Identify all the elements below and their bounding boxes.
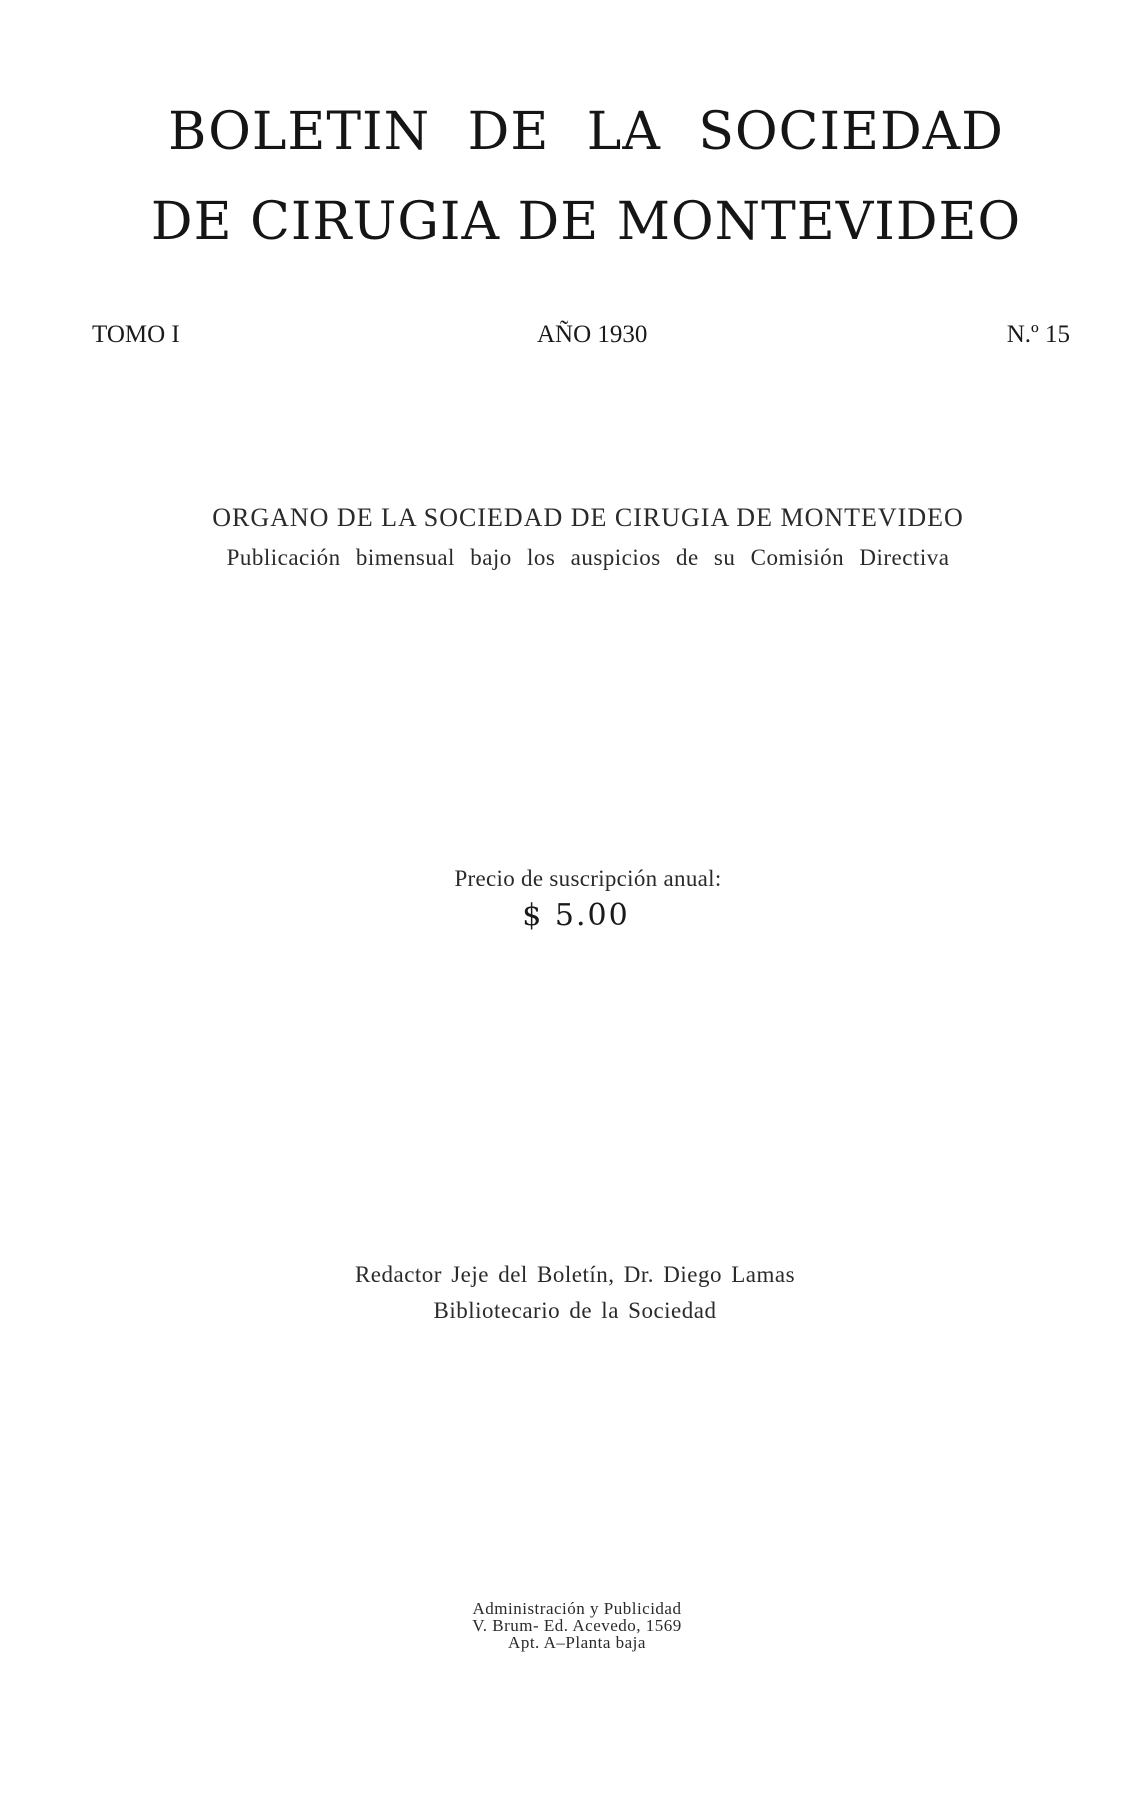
administration-address: V. Brum- Ed. Acevedo, 1569 [472,1616,682,1635]
organ-title: ORGANO DE LA SOCIEDAD DE CIRUGIA DE MONTEVIDEO [212,503,964,532]
issue-year: AÑO 1930 [537,321,648,348]
subscription-price-label: Precio de suscripción anual: [454,866,722,891]
issue-volume: TOMO I [92,321,180,348]
editor-in-chief: Redactor Jeje del Boletín, Dr. Diego Lamas [354,1262,796,1287]
administration-apartment: Apt. A–Planta baja [508,1633,646,1652]
issue-number: N.º 15 [1006,321,1070,348]
masthead-line-1: BOLETIN DE LA SOCIEDAD [168,102,1004,162]
publication-subtitle: Publicación bimensual bajo los auspicios de su Comisión Directiva [226,545,950,570]
masthead-line-2: DE CIRUGIA DE MONTEVIDEO [150,192,1022,252]
administration-heading: Administración y Publicidad [472,1599,682,1618]
editor-role: Bibliotecario de la Sociedad [433,1298,717,1323]
subscription-price-value: $ 5.00 [522,898,630,933]
